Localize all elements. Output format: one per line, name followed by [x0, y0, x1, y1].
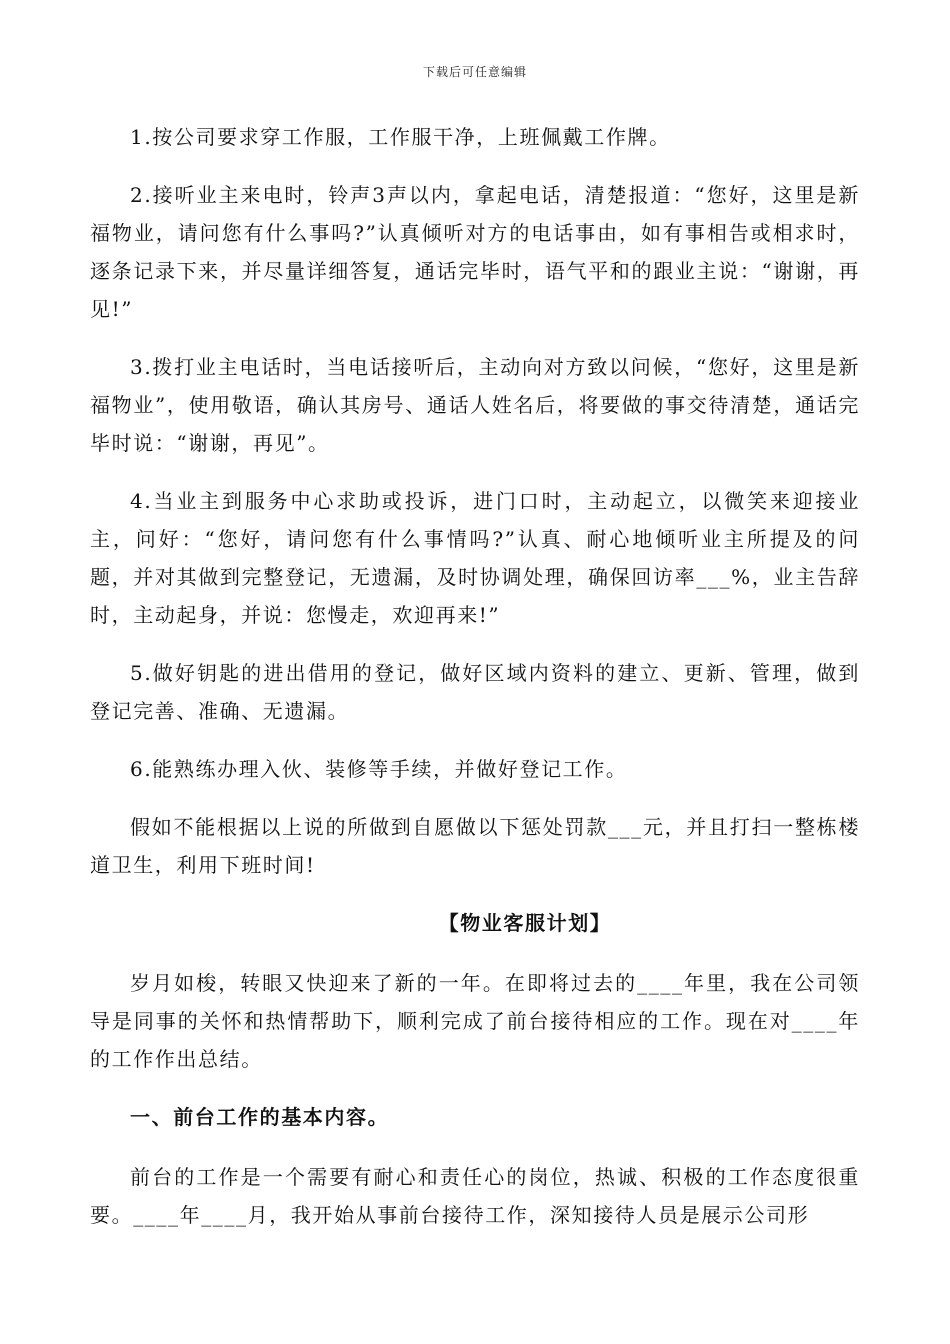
- paragraph-penalty: 假如不能根据以上说的所做到自愿做以下惩处罚款___元，并且打扫一整栋楼道卫生，利用下班时间!: [90, 815, 860, 877]
- section-title: 【物业客服计划】: [438, 911, 612, 935]
- paragraph-rule-4: 4.当业主到服务中心求助或投诉，进门口时，主动起立，以微笑来迎接业主，问好：“您好，请问您有什么事情吗?”认真、耐心地倾听业主所提及的问题，并对其做到完整登记，无遗漏，及时协调处理，确保回访率___%，业主告辞时，主动起身，并说：您慢走，欢迎再来!”: [90, 489, 860, 627]
- paragraph-rule-2: 2.接听业主来电时，铃声3声以内，拿起电话，清楚报道：“您好，这里是新福物业，请问您有什么事吗?”认真倾听对方的电话事由，如有事相告或相求时，逐条记录下来，并尽量详细答复，通话完毕时，语气平和的跟业主说：“谢谢，再见!”: [90, 183, 860, 321]
- paragraph-rule-3: 3.拨打业主电话时，当电话接听后，主动向对方致以问候，“您好，这里是新福物业”，使用敬语，确认其房号、通话人姓名后，将要做的事交待清楚，通话完毕时说：“谢谢，再见”。: [90, 355, 860, 455]
- subheading: 一、前台工作的基本内容。: [130, 1105, 390, 1129]
- paragraph-rule-6: 6.能熟练办理入伙、装修等手续，并做好登记工作。: [130, 757, 628, 781]
- paragraph-rule-1: 1.按公司要求穿工作服，工作服干净，上班佩戴工作牌。: [130, 125, 671, 149]
- paragraph-rule-5: 5.做好钥匙的进出借用的登记，做好区域内资料的建立、更新、管理，做到登记完善、准确、无遗漏。: [90, 661, 860, 723]
- paragraph-intro: 岁月如梭，转眼又快迎来了新的一年。在即将过去的____年里，我在公司领导是同事的关怀和热情帮助下，顺利完成了前台接待相应的工作。现在对____年的工作作出总结。: [90, 971, 860, 1071]
- document-body: [90, 118, 860, 1254]
- paragraph-front-desk: 前台的工作是一个需要有耐心和责任心的岗位，热诚、积极的工作态度很重要。____年____月，我开始从事前台接待工作，深知接待人员是展示公司形: [90, 1165, 860, 1227]
- page-header-note: 下载后可任意编辑: [422, 65, 527, 79]
